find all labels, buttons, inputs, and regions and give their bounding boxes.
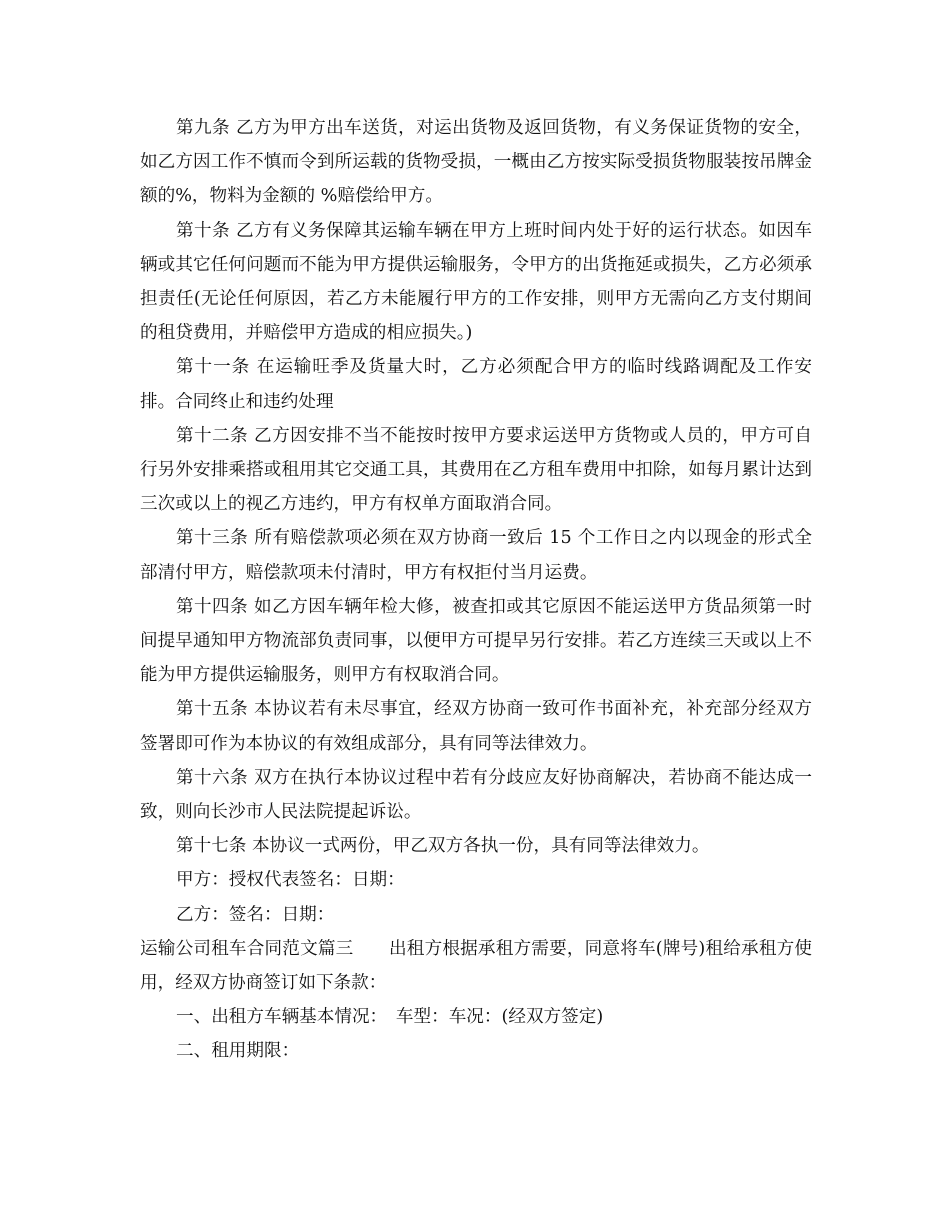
article-13-paragraph: 第十三条 所有赔偿款项必须在双方协商一致后 15 个工作日之内以现金的形式全部清付甲方，赔偿款项未付清时，甲方有权拒付当月运费。 (140, 528, 812, 583)
section-two-lease-term: 二、租用期限： (176, 1041, 300, 1062)
document-page (140, 111, 812, 1069)
article-11-paragraph: 第十一条 在运输旺季及货量大时，乙方必须配合甲方的临时线路调配及工作安排。合同终止和违约处理 (140, 357, 812, 412)
article-9-paragraph: 第九条 乙方为甲方出车送货，对运出货物及返回货物，有义务保证货物的安全，如乙方因工作不慎而令到所运载的货物受损，一概由乙方按实际受损货物服装按吊牌金额的%，物料为金额的 %赔偿给甲方。 (140, 118, 812, 207)
article-16-paragraph: 第十六条 双方在执行本协议过程中若有分歧应友好协商解决，若协商不能达成一致，则向长沙市人民法院提起诉讼。 (140, 767, 812, 823)
section-one-vehicle-info: 一、出租方车辆基本情况： 车型：车况：(经双方签定) (176, 1007, 604, 1028)
article-17-paragraph: 第十七条 本协议一式两份，甲乙双方各执一份，具有同等法律效力。 (176, 836, 710, 857)
article-15-paragraph: 第十五条 本协议若有未尽事宜，经双方协商一致可作书面补充，补充部分经双方签署即可作为本协议的有效组成部分，具有同等法律效力。 (140, 699, 812, 754)
article-12-paragraph: 第十二条 乙方因安排不当不能按时按甲方要求运送甲方货物或人员的，甲方可自行另外安排乘搭或租用其它交通工具，其费用在乙方租车费用中扣除，如每月累计达到三次或以上的视乙方违约，甲方有权单方面取消合同。 (140, 425, 812, 515)
article-10-paragraph: 第十条 乙方有义务保障其运输车辆在甲方上班时间内处于好的运行状态。如因车辆或其它任何问题而不能为甲方提供运输服务，令甲方的出货拖延或损失，乙方必须承担责任(无论任何原因，若乙方未能履行甲方的工作安排，则甲方无需向乙方支付期间的租贷费用，并赔偿甲方造成的相应损失。) (140, 220, 812, 344)
party-b-signature-line: 乙方：签名：日期： (176, 904, 335, 925)
party-a-signature-line: 甲方：授权代表签名：日期： (176, 870, 405, 891)
contract-three-intro: 运输公司租车合同范文篇三 出租方根据承租方需要，同意将车(牌号)租给承租方使用，经双方协商签订如下条款： (140, 938, 812, 994)
article-14-paragraph: 第十四条 如乙方因车辆年检大修，被查扣或其它原因不能运送甲方货品须第一时间提早通知甲方物流部负责同事，以便甲方可提早另行安排。若乙方连续三天或以上不能为甲方提供运输服务，则甲方有权取消合同。 (140, 596, 812, 686)
